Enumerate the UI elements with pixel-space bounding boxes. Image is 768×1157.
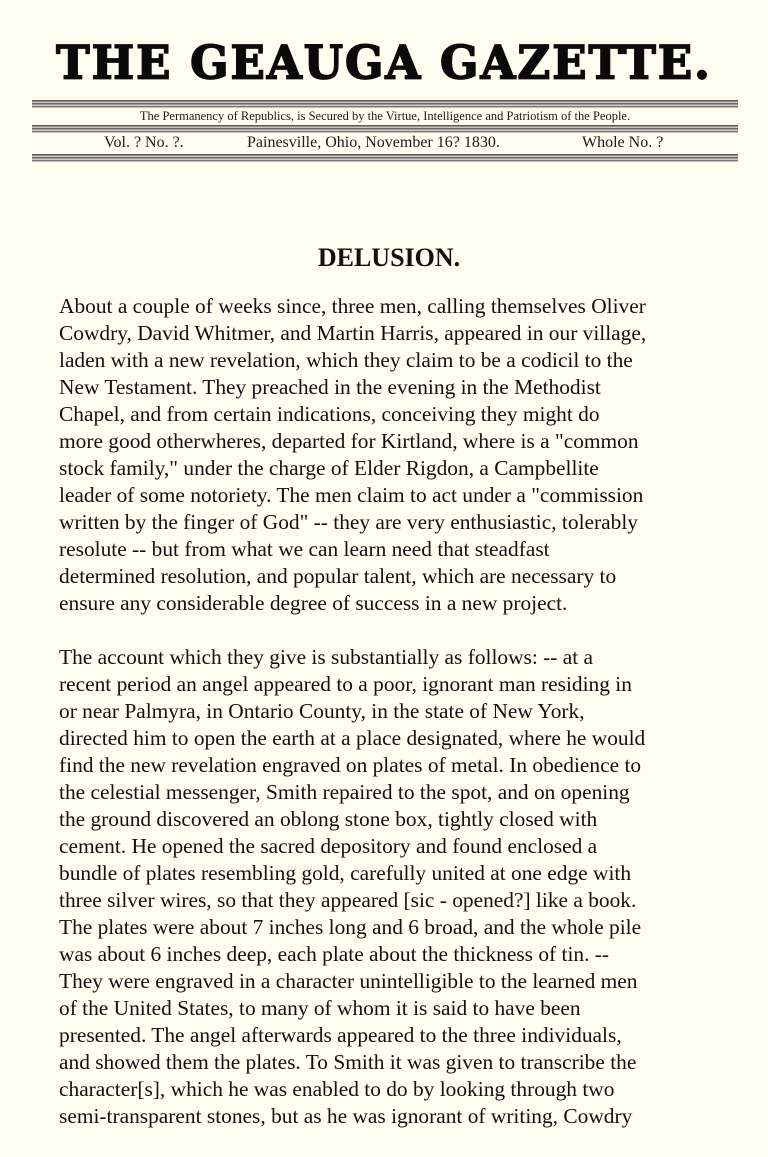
article-text-line: bundle of plates resembling gold, carefully united at one edge with xyxy=(59,861,632,885)
article-text-line: of the United States, to many of whom it is said to have been xyxy=(59,996,581,1020)
article-paragraph xyxy=(59,293,719,617)
article-text-line: more good otherwheres, departed for Kirtland, where is a "common xyxy=(59,429,639,453)
article-text-line: laden with a new revelation, which they claim to be a codicil to the xyxy=(59,348,633,372)
article-text-line: They were engraved in a character unintelligible to the learned men xyxy=(59,969,638,993)
article-text-line: find the new revelation engraved on plates of metal. In obedience to xyxy=(59,753,642,777)
newspaper-title: THE GEAUGA GAZETTE. xyxy=(56,35,712,90)
article-text-line: The account which they give is substantially as follows: -- at a xyxy=(59,645,594,669)
article-text-line: the ground discovered an oblong stone box, tightly closed with xyxy=(59,807,598,831)
newspaper-motto: The Permanency of Republics, is Secured by the Virtue, Intelligence and Patriotism of the People. xyxy=(139,109,631,123)
article-text-line: About a couple of weeks since, three men, calling themselves Oliver xyxy=(59,294,646,318)
article-text-line: written by the finger of God" -- they are very enthusiastic, tolerably xyxy=(59,510,638,534)
article-text-line: the celestial messenger, Smith repaired to the spot, and on opening xyxy=(59,780,630,804)
article-text-line: and showed them the plates. To Smith it was given to transcribe the xyxy=(59,1050,637,1074)
whole-number: Whole No. ? xyxy=(582,134,664,151)
article-text-line: stock family," under the charge of Elder Rigdon, a Campbellite xyxy=(59,456,599,480)
masthead-rule-middle xyxy=(32,125,738,133)
article-text-line: determined resolution, and popular talent, which are necessary to xyxy=(59,564,617,588)
article xyxy=(59,238,719,1157)
article-text-line: or near Palmyra, in Ontario County, in the state of New York, xyxy=(59,699,585,723)
article-text-line: cement. He opened the sacred depository and found enclosed a xyxy=(59,834,598,858)
masthead-rule-bottom xyxy=(32,154,738,162)
volume-number: Vol. ? No. ?. xyxy=(104,134,184,151)
article-paragraph xyxy=(59,644,719,1130)
masthead-rule-top xyxy=(32,100,738,108)
article-text-line: Chapel, and from certain indications, conceiving they might do xyxy=(59,402,600,426)
article-text-line: ensure any considerable degree of success in a new project. xyxy=(59,591,568,615)
article-text-line: Cowdry, David Whitmer, and Martin Harris, appeared in our village, xyxy=(59,321,647,345)
article-text-line: recent period an angel appeared to a poor, ignorant man residing in xyxy=(59,672,632,696)
article-title: DELUSION. xyxy=(317,243,461,272)
article-text-line: was about 6 inches deep, each plate about the thickness of tin. -- xyxy=(59,942,610,966)
article-text-line: presented. The angel afterwards appeared to the three individuals, xyxy=(59,1023,622,1047)
article-text-line: semi-transparent stones, but as he was ignorant of writing, Cowdry xyxy=(59,1104,633,1128)
article-text-line: three silver wires, so that they appeared [sic - opened?] like a book. xyxy=(59,888,637,912)
article-text-line: leader of some notoriety. The men claim to act under a "commission xyxy=(59,483,644,507)
place-and-date: Painesville, Ohio, November 16? 1830. xyxy=(247,134,500,151)
article-text-line: New Testament. They preached in the evening in the Methodist xyxy=(59,375,601,399)
article-text-line: directed him to open the earth at a place designated, where he would xyxy=(59,726,646,750)
article-text-line: character[s], which he was enabled to do by looking through two xyxy=(59,1077,615,1101)
article-text-line: The plates were about 7 inches long and 6 broad, and the whole pile xyxy=(59,915,642,939)
article-text-line: resolute -- but from what we can learn need that steadfast xyxy=(59,537,550,561)
